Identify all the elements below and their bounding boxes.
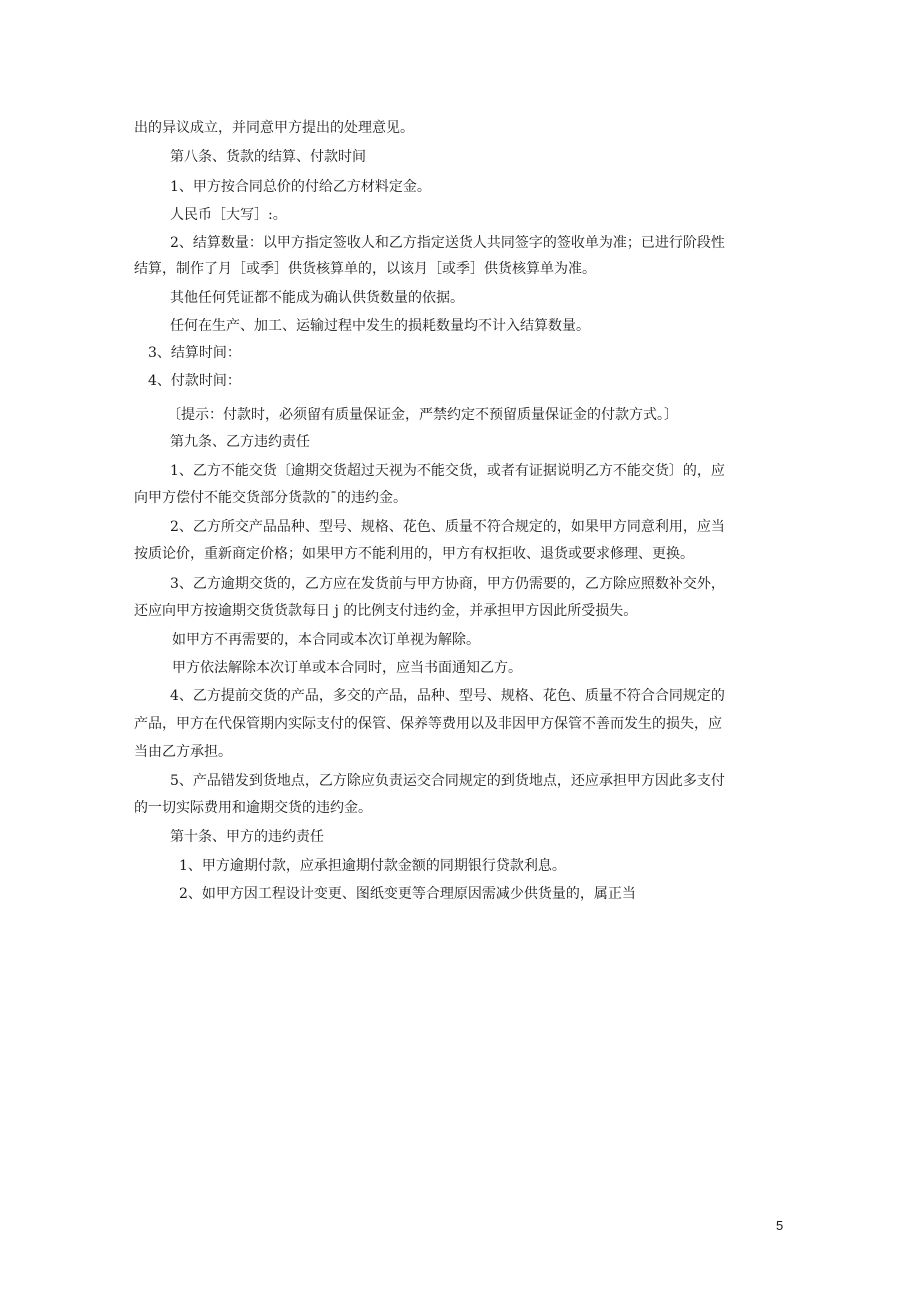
page-number: 5	[776, 1218, 784, 1233]
text-line: 3、乙方逾期交货的，乙方应在发货前与甲方协商，甲方仍需要的，乙方除应照数补交外，	[170, 576, 725, 592]
text-line: 结算，制作了月［或季］供货核算单的，以该月［或季］供货核算单为准。	[134, 261, 596, 277]
section-heading: 第九条、乙方违约责任	[170, 434, 310, 450]
text-line: 2、乙方所交产品品种、型号、规格、花色、质量不符合规定的，如果甲方同意利用，应当	[170, 519, 725, 535]
section-heading: 第八条、货款的结算、付款时间	[170, 149, 366, 165]
text-line: 1、甲方逾期付款，应承担逾期付款金额的同期银行贷款利息。	[179, 858, 566, 874]
text-line: 产品，甲方在代保管期内实际支付的保管、保养等费用以及非因甲方保管不善而发生的损失，应	[134, 716, 722, 732]
text-line: 1、乙方不能交货〔逾期交货超过天视为不能交货，或者有证据说明乙方不能交货〕的，应	[170, 463, 725, 479]
text-line: 2、如甲方因工程设计变更、图纸变更等合理原因需减少供货量的，属正当	[179, 886, 636, 902]
text-line: 其他任何凭证都不能成为确认供货数量的依据。	[170, 290, 464, 306]
text-line: 2、结算数量：以甲方指定签收人和乙方指定送货人共同签字的签收单为准；已进行阶段性	[170, 235, 725, 251]
text-line: 如甲方不再需要的，本合同或本次订单视为解除。	[172, 632, 480, 648]
text-line: 甲方依法解除本次订单或本合同时，应当书面通知乙方。	[172, 660, 522, 676]
text-line: 的一切实际费用和逾期交货的违约金。	[134, 800, 372, 816]
text-line: 4、乙方提前交货的产品，多交的产品，品种、型号、规格、花色、质量不符合合同规定的	[170, 688, 725, 704]
text-line: 还应向甲方按逾期交货货款每日 j 的比例支付违约金，并承担甲方因此所受损失。	[134, 603, 638, 619]
text-line: 人民币［大写］:。	[170, 207, 287, 223]
text-line: 任何在生产、加工、运输过程中发生的损耗数量均不计入结算数量。	[170, 318, 590, 334]
section-heading: 第十条、甲方的违约责任	[170, 829, 324, 845]
text-line: 出的异议成立，并同意甲方提出的处理意见。	[134, 120, 414, 136]
text-line: 1、甲方按合同总价的付给乙方材料定金。	[170, 179, 431, 195]
text-line: 3、结算时间：	[148, 345, 241, 361]
text-line: 4、付款时间：	[148, 373, 241, 389]
text-line: 5、产品错发到货地点，乙方除应负责运交合同规定的到货地点，还应承担甲方因此多支付	[170, 773, 725, 789]
text-line: 向甲方偿付不能交货部分货款的ˉ的违约金。	[134, 490, 407, 506]
text-line: 当由乙方承担。	[134, 744, 232, 760]
text-line: 〔提示：付款时，必须留有质量保证金，严禁约定不预留质量保证金的付款方式。〕	[167, 407, 678, 423]
text-line: 按质论价，重新商定价格；如果甲方不能利用的，甲方有权拒收、退货或要求修理、更换。	[134, 546, 694, 562]
